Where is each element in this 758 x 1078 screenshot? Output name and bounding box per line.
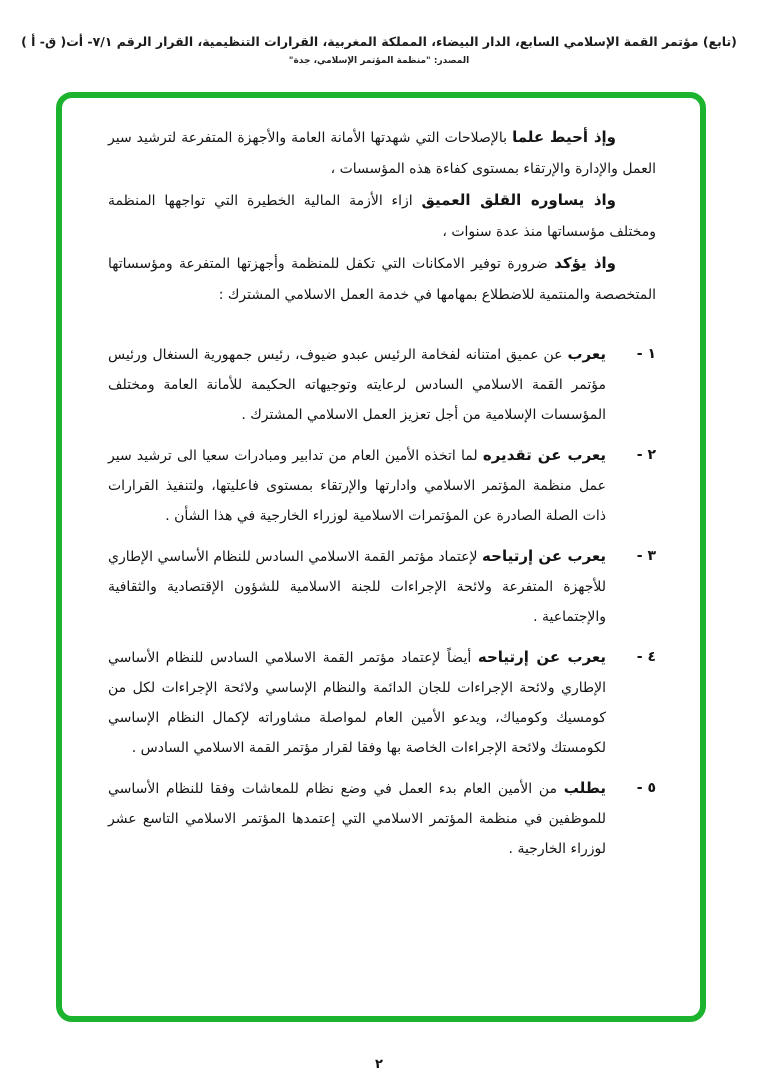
preamble-text-1: بالإصلاحات التي شهدتها الأمانة العامة والأجهزة المتفرعة لترشيد سير العمل والإدارة والإرتقاء بمستوى كفاءة هذه المؤسسات ،	[108, 130, 656, 177]
item-number-4: ٤ -	[636, 649, 656, 665]
preamble-lead-1: وإذ أحيط علما	[512, 128, 616, 146]
preamble-paragraph-2	[108, 185, 656, 248]
preamble-paragraph-1	[108, 122, 656, 185]
content-border-box	[56, 92, 706, 1022]
item-lead-4: يعرب عن إرتياحه	[477, 648, 607, 666]
header-title: (تابع) مؤتمر القمة الإسلامي السابع، الدار البيضاء، المملكة المغربية، القرارات التنظيمية، القرار الرقم ٧/١- أت( ق- أ )	[21, 34, 737, 49]
document-body	[62, 98, 700, 864]
resolution-item-5	[108, 773, 656, 864]
resolution-item-3	[108, 541, 656, 632]
preamble-text-3: ضرورة توفير الامكانات التي تكفل للمنظمة وأجهزتها المتفرعة ومؤسساتها المتخصصة والمنتمية للاضطلاع بمهامها في خدمة العمل الاسلامي المشترك :	[108, 256, 656, 303]
item-body-4: أيضاً لإعتماد مؤتمر القمة الاسلامي السادس للنظام الأساسي الإطاري ولائحة الإجراءات للجان الدائمة والنظام الإساسي ولائحة الإجراءات لكل من كومسيك وكومياك، ويدعو الأمين العام لمواصلة مشاوراته لإكمال النظام الإساسي لكومستك ولائحة الإجراءات الخاصة بها وفقا لقرار مؤتمر القمة الاسلامي السادس .	[108, 650, 606, 756]
item-lead-3: يعرب عن إرتياحه	[482, 547, 606, 565]
item-text-2	[108, 440, 606, 531]
page-number: ٢	[375, 1057, 383, 1072]
item-body-1: عن عميق امتنانه لفخامة الرئيس عبدو ضيوف، رئيس جمهورية السنغال ورئيس مؤتمر القمة الاسلامي السادس لرعايته وتوجيهاته الحكيمة للأمانة العامة ومختلف المؤسسات الإسلامية من أجل تعزيز العمل الاسلامي المشترك .	[108, 347, 606, 423]
resolution-item-1	[108, 339, 656, 430]
resolution-list	[108, 339, 656, 864]
item-number-1: ١ -	[636, 346, 656, 362]
item-text-5	[108, 773, 606, 864]
preamble-text-2: ازاء الأزمة المالية الخطيرة التي تواجهها المنظمة ومختلف مؤسساتها منذ عدة سنوات ،	[108, 193, 656, 240]
resolution-item-4	[108, 642, 656, 763]
item-text-4	[108, 642, 606, 763]
header-source: المصدر: "منظمة المؤتمر الإسلامي، جدة"	[288, 56, 470, 66]
item-number-5: ٥ -	[636, 780, 656, 796]
item-text-3	[108, 541, 606, 632]
item-lead-5: يطلب	[563, 779, 606, 797]
item-lead-2: يعرب عن تقديره	[482, 446, 606, 464]
item-body-3: لإعتماد مؤتمر القمة الاسلامي السادس للنظام الأساسي الإطاري للأجهزة المتفرعة ولائحة الإجراءات للجنة الاسلامية للشؤون الإقتصادية والثقافية والإجتماعية .	[108, 549, 606, 625]
document-header	[0, 34, 758, 66]
item-body-5: من الأمين العام بدء العمل في وضع نظام للمعاشات وفقا للنظام الأساسي للموظفين في منظمة المؤتمر الاسلامي التي إعتمدها المؤتمر الاسلامي التاسع عشر لوزراء الخارجية .	[108, 781, 606, 857]
item-lead-1: يعرب	[567, 345, 606, 363]
resolution-item-2	[108, 440, 656, 531]
preamble-paragraph-3	[108, 248, 656, 311]
item-number-3: ٣ -	[636, 548, 656, 564]
preamble-lead-2: واذ يساوره القلق العميق	[421, 191, 617, 209]
item-number-2: ٢ -	[636, 447, 656, 463]
item-body-2: لما اتخذه الأمين العام من تدابير ومبادرات سعيا الى ترشيد سير عمل منظمة المؤتمر الاسلامي وادارتها والإرتقاء بمستوى فاعليتها، ولتنفيذ القرارات ذات الصلة الصادرة عن المؤتمرات الاسلامية لوزراء الخارجية في هذا الشأن .	[108, 448, 606, 524]
item-text-1	[108, 339, 606, 430]
preamble-lead-3: واذ يؤكد	[554, 254, 616, 272]
